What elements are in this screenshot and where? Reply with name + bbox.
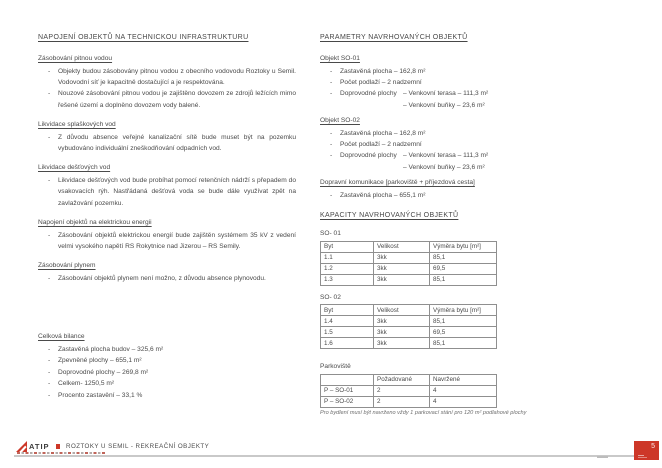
cell: 2	[374, 396, 430, 407]
bullet-dash: -	[330, 191, 333, 199]
subsection-title: Napojení objektů na elektrickou energii	[38, 219, 152, 227]
cell: 4	[430, 385, 497, 396]
accompanying-value: – Venkovní terasa – 111,3 m²	[403, 90, 489, 98]
section-rainwater	[38, 163, 296, 209]
accompanying-values	[403, 150, 548, 173]
balance-text: Zpevněné plochy – 655,1 m²	[58, 357, 142, 365]
object-text: Počet podlaží – 2 nadzemní	[340, 141, 422, 149]
col-header: Byt	[321, 305, 374, 316]
balance-item	[38, 367, 296, 378]
bullet-dash: -	[48, 345, 51, 353]
table-row	[321, 263, 497, 274]
cell: 3kk	[374, 316, 430, 327]
page-number-badge	[634, 441, 659, 460]
footer-project-title: ROZTOKY U SEMIL - REKREAČNÍ OBJEKTY	[66, 443, 210, 450]
object-text: Zastavěná plocha – 162,8 m²	[340, 67, 426, 75]
cell: P – SO-01	[321, 385, 374, 396]
left-column	[38, 33, 296, 410]
section-electricity	[38, 218, 296, 252]
bullet-text: Z důvodu absence veřejné kanalizační sítě bude muset být na pozemku vybudováno individuální zneškodňování odpadních vod.	[58, 133, 296, 153]
cell: 3kk	[374, 327, 430, 338]
cell: 1.1	[321, 252, 374, 263]
balance-item	[38, 355, 296, 366]
cell: 1.5	[321, 327, 374, 338]
table-row	[321, 385, 497, 396]
cell: 69,5	[430, 327, 497, 338]
accompanying-label: Doprovodné plochy	[340, 90, 397, 98]
object-title: Objekt SO-01	[320, 55, 360, 62]
accompanying-value: – Venkovní buňky – 23,6 m²	[403, 101, 485, 109]
accompanying-value: – Venkovní terasa – 111,3 m²	[403, 152, 489, 160]
table-label-parking: Parkoviště	[320, 363, 351, 371]
cell: 1.3	[321, 274, 374, 285]
balance-item	[38, 344, 296, 355]
bullet-text: Zásobování objektů plynem není možno, z důvodu absence plynovodu.	[58, 274, 266, 282]
cell: 4	[430, 396, 497, 407]
bullet-dash: -	[48, 176, 51, 184]
table-row	[321, 252, 497, 263]
bullet-item	[38, 66, 296, 89]
accompanying-label: Doprovodné plochy	[340, 152, 397, 160]
bullet-text: Zásobování objektů elektrickou energií bude zajištěn systémem 35 kV z vedení velmi vysokého napětí RS Rokytnice nad Jizerou – RS Semily.	[58, 231, 296, 251]
table-row	[321, 338, 497, 349]
cell: 1.6	[321, 338, 374, 349]
bullet-item	[38, 132, 296, 155]
bullet-dash: -	[48, 274, 51, 282]
col-header: Byt	[321, 241, 374, 252]
accompanying-areas-row	[320, 150, 548, 173]
section-total-balance	[38, 332, 296, 401]
badge-mark	[638, 457, 647, 458]
heading-parameters: PARAMETRY NAVRHOVANÝCH OBJEKTŮ	[320, 34, 468, 41]
bullet-item	[38, 88, 296, 111]
section-water-supply	[38, 54, 296, 111]
red-square-bullet	[56, 444, 61, 449]
balance-text: Celkem- 1250,5 m²	[58, 380, 115, 388]
cell: 3kk	[374, 338, 430, 349]
cell: 3kk	[374, 252, 430, 263]
cell: 1.2	[321, 263, 374, 274]
bullet-dash: -	[48, 380, 51, 388]
table-row	[321, 327, 497, 338]
col-header: Navržené	[430, 374, 497, 385]
balance-item	[38, 378, 296, 389]
bullet-dash: -	[330, 67, 333, 75]
subsection-title: Zásobování pitnou vodou	[38, 55, 113, 62]
section-road	[320, 178, 548, 201]
table-row	[321, 316, 497, 327]
object-item	[320, 66, 548, 77]
balance-text: Zastavěná plocha budov – 325,6 m²	[58, 345, 164, 353]
section-object-so01	[320, 54, 548, 111]
table-row	[321, 396, 497, 407]
bullet-dash: -	[48, 357, 51, 365]
bullet-text: Nouzové zásobování pitnou vodou je zajištěno dovozem ze zdrojů ležících mimo řešené území a doplněno dovozem vody balené.	[58, 90, 296, 109]
accompanying-areas-row	[320, 88, 548, 111]
heading-infrastructure: NAPOJENÍ OBJEKTŮ NA TECHNICKOU INFRASTRUKTURU	[38, 34, 249, 41]
col-header: Velikost	[374, 241, 430, 252]
accompanying-values	[403, 88, 548, 111]
object-text: Počet podlaží – 2 nadzemní	[340, 78, 422, 86]
right-column	[320, 33, 548, 417]
table-header-row	[321, 241, 497, 252]
accompanying-value: – Venkovní buňky – 23,6 m²	[403, 163, 485, 171]
bullet-dash: -	[330, 129, 333, 137]
footer-logo-row	[16, 441, 209, 452]
object-item	[320, 77, 548, 88]
bullet-text: Objekty budou zásobovány pitnou vodou z obecního vodovodu Roztoky u Semil. Vodovodní síť je kapacitně dostačující a je respektována.	[58, 67, 296, 86]
cell: 3kk	[374, 274, 430, 285]
col-header: Výměra bytu [m²]	[430, 305, 497, 316]
cell: 85,1	[430, 338, 497, 349]
table-parking	[320, 374, 497, 408]
subsection-title: Likvidace splaškových vod	[38, 121, 116, 129]
bullet-dash: -	[330, 78, 333, 86]
col-header: Velikost	[374, 305, 430, 316]
subsection-title: Celková bilance	[38, 333, 85, 341]
road-text: Zastavěná plocha – 655,1 m²	[340, 191, 426, 199]
table-label-so01: SO- 01	[320, 230, 341, 238]
cell: 85,1	[430, 316, 497, 327]
section-gas	[38, 261, 296, 284]
parking-note: Pro bydlení musí být navrženo vždy 1 parkovací stání pro 120 m² podlahové plochy	[320, 410, 527, 417]
subsection-title: Likvidace dešťových vod	[38, 164, 111, 172]
cell: 85,1	[430, 274, 497, 285]
bullet-dash: -	[330, 90, 333, 98]
footer-fineprint-strip	[17, 452, 106, 454]
atip-logo-text: ATIP	[29, 442, 50, 451]
object-item	[320, 139, 548, 150]
cell: 1.4	[321, 316, 374, 327]
table-header-row	[321, 374, 497, 385]
road-item	[320, 190, 548, 201]
balance-text: Doprovodné plochy – 269,8 m²	[58, 368, 149, 376]
bullet-dash: -	[330, 141, 333, 149]
col-header	[321, 374, 374, 385]
table-so01	[320, 241, 497, 286]
registration-mark	[597, 456, 608, 458]
bullet-dash: -	[48, 368, 51, 376]
table-so02	[320, 304, 497, 349]
badge-mark	[638, 455, 644, 456]
bullet-item	[38, 273, 296, 284]
section-sewage	[38, 120, 296, 154]
cell: P – SO-02	[321, 396, 374, 407]
table-label-so02: SO- 02	[320, 293, 341, 301]
road-title: Dopravní komunikace [parkoviště + příjezdová cesta]	[320, 179, 475, 187]
heading-capacities: KAPACITY NAVRHOVANÝCH OBJEKTŮ	[320, 212, 459, 220]
col-header: Požadované	[374, 374, 430, 385]
col-header: Výměra bytu [m²]	[430, 241, 497, 252]
balance-text: Procento zastavění – 33,1 %	[58, 391, 143, 399]
table-row	[321, 274, 497, 285]
atip-logo-icon	[16, 441, 27, 452]
bullet-text: Likvidace dešťových vod bude probíhat pomocí retenčních nádrží s přepadem do vsakovacích rýh. Nastřádaná dešťová voda se bude dále využívat zpět na zavlažování pozemku.	[58, 176, 296, 207]
bullet-dash: -	[48, 391, 51, 399]
object-item	[320, 128, 548, 139]
cell: 2	[374, 385, 430, 396]
bullet-item	[38, 175, 296, 209]
bullet-dash: -	[48, 133, 51, 141]
table-header-row	[321, 305, 497, 316]
footer-divider-line	[14, 455, 635, 457]
bullet-dash: -	[330, 152, 333, 160]
object-title: Objekt SO-02	[320, 117, 360, 125]
bullet-dash: -	[48, 67, 51, 75]
cell: 69,5	[430, 263, 497, 274]
cell: 3kk	[374, 263, 430, 274]
bullet-item	[38, 230, 296, 253]
balance-item	[38, 390, 296, 401]
section-object-so02	[320, 116, 548, 173]
bullet-dash: -	[48, 90, 51, 98]
subsection-title: Zásobování plynem	[38, 262, 96, 270]
page-number: 5	[651, 443, 655, 450]
bullet-dash: -	[48, 231, 51, 239]
cell: 85,1	[430, 252, 497, 263]
object-text: Zastavěná plocha – 162,8 m²	[340, 129, 426, 137]
